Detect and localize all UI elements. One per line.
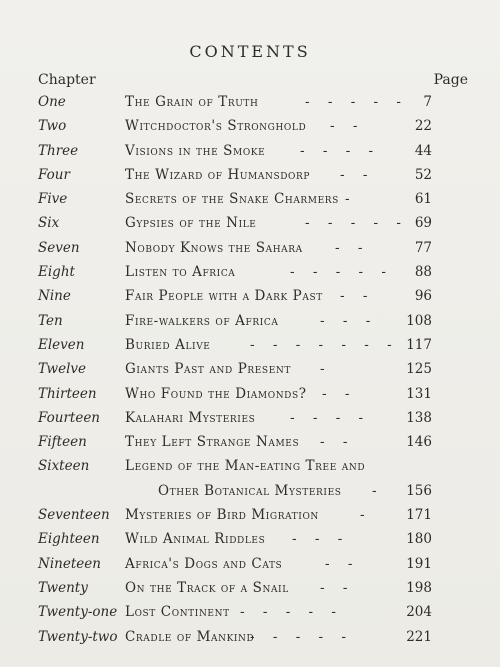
page-number: 117: [406, 336, 432, 353]
chapter-number: Two: [38, 118, 67, 135]
chapter-title: Giants Past and Present: [125, 361, 291, 378]
chapter-number: Twenty-one: [38, 604, 118, 621]
page-number: 22: [414, 118, 432, 135]
chapter-number: Eleven: [38, 336, 85, 353]
chapter-title: The Grain of Truth: [125, 94, 259, 110]
chapter-title: They Left Strange Names: [125, 434, 300, 451]
page-number: 156: [406, 482, 432, 499]
chapter-title: Other Botanical Mysteries: [158, 482, 342, 499]
dot-leader: - -: [322, 385, 357, 402]
chapter-title: Visions in the Smoke: [125, 142, 266, 159]
chapter-title: Secrets of the Snake Charmers: [125, 191, 339, 208]
chapter-number: Seventeen: [38, 507, 110, 524]
toc-entry: [0, 456, 500, 480]
contents-heading: CONTENTS: [189, 42, 311, 61]
dot-leader: - -: [320, 579, 355, 596]
dot-leader: - - - - -: [250, 628, 353, 645]
chapter-title: Listen to Africa: [125, 264, 236, 281]
dot-leader: -: [372, 482, 384, 499]
toc-entry: [0, 286, 500, 310]
dot-leader: -: [345, 191, 357, 208]
chapter-title: Lost Continent: [125, 604, 230, 621]
toc-entry: [0, 262, 500, 286]
page-number: 204: [406, 604, 432, 621]
dot-leader: - - - - - - -: [250, 336, 399, 353]
toc-entry: [0, 141, 500, 165]
chapter-title: Who Found the Diamonds?: [125, 385, 307, 402]
toc-entry: [0, 165, 500, 189]
dot-leader: - - - - -: [305, 94, 408, 110]
chapter-title: Buried Alive: [125, 336, 211, 353]
chapter-number: Twenty: [38, 579, 88, 596]
contents-list: [0, 92, 500, 651]
chapter-number: Ten: [38, 312, 63, 329]
dot-leader: - - - -: [290, 409, 371, 426]
chapter-title: Wild Animal Riddles: [125, 531, 266, 548]
page-number: 77: [414, 239, 432, 256]
toc-entry: [0, 189, 500, 213]
page-number: 61: [414, 191, 432, 208]
chapter-number: Fifteen: [38, 434, 87, 451]
chapter-number: Nine: [38, 288, 71, 305]
page-number: 146: [406, 434, 432, 451]
chapter-title: Legend of the Man-eating Tree and: [125, 458, 366, 475]
chapter-number: Eight: [38, 264, 75, 281]
toc-entry: [0, 335, 500, 359]
chapter-title: Cradle of Mankind: [125, 628, 255, 645]
chapter-number: One: [38, 94, 66, 110]
page-number: 44: [414, 142, 432, 159]
dot-leader: - -: [325, 555, 360, 572]
dot-leader: - -: [340, 288, 375, 305]
toc-entry: [0, 602, 500, 626]
chapter-number: Three: [38, 142, 79, 159]
dot-leader: -: [360, 507, 372, 524]
chapter-number: Nineteen: [38, 555, 101, 572]
chapter-title: The Wizard of Humansdorp: [125, 166, 311, 183]
toc-entry: [0, 384, 500, 408]
dot-leader: - - - - -: [290, 264, 393, 281]
chapter-number: Thirteen: [38, 385, 97, 402]
page-column-label: Page: [433, 72, 468, 88]
chapter-number: Sixteen: [38, 458, 90, 475]
dot-leader: - -: [330, 118, 365, 135]
toc-entry: [0, 578, 500, 602]
toc-entry: [0, 238, 500, 262]
page-number: 131: [406, 385, 432, 402]
page-number: 7: [423, 94, 432, 110]
page-number: 69: [414, 215, 432, 232]
chapter-number: Eighteen: [38, 531, 100, 548]
toc-entry: [0, 311, 500, 335]
toc-entry: [0, 481, 500, 505]
chapter-number: Four: [38, 166, 70, 183]
dot-leader: - -: [335, 239, 370, 256]
dot-leader: - - - -: [300, 142, 381, 159]
page-number: 138: [406, 409, 432, 426]
dot-leader: - - - - -: [305, 215, 408, 232]
dot-leader: - -: [340, 166, 375, 183]
page-number: 180: [406, 531, 432, 548]
toc-entry: [0, 529, 500, 553]
page-number: 125: [406, 361, 432, 378]
dot-leader: - - -: [320, 312, 378, 329]
dot-leader: - - - - -: [240, 604, 343, 621]
chapter-title: Kalahari Mysteries: [125, 409, 256, 426]
chapter-number: Fourteen: [38, 409, 101, 426]
toc-entry: [0, 505, 500, 529]
page-number: 88: [414, 264, 432, 281]
chapter-column-label: Chapter: [38, 72, 96, 88]
toc-entry: [0, 359, 500, 383]
chapter-number: Twenty-two: [38, 628, 118, 645]
dot-leader: - -: [320, 434, 355, 451]
chapter-title: Nobody Knows the Sahara: [125, 239, 303, 256]
chapter-title: Gypsies of the Nile: [125, 215, 257, 232]
chapter-title: On the Track of a Snail: [125, 579, 289, 596]
toc-entry: [0, 554, 500, 578]
page-number: 171: [406, 507, 432, 524]
chapter-title: Witchdoctor's Stronghold: [125, 118, 307, 135]
page-number: 191: [406, 555, 432, 572]
chapter-number: Five: [38, 191, 68, 208]
chapter-number: Six: [38, 215, 60, 232]
page-number: 96: [414, 288, 432, 305]
toc-entry: [0, 92, 500, 116]
chapter-number: Twelve: [38, 361, 87, 378]
chapter-number: Seven: [38, 239, 80, 256]
page-number: 108: [406, 312, 432, 329]
page-number: 198: [406, 579, 432, 596]
page-number: 221: [406, 628, 432, 645]
toc-entry: [0, 116, 500, 140]
toc-entry: [0, 408, 500, 432]
toc-entry: [0, 213, 500, 237]
chapter-title: Fair People with a Dark Past: [125, 288, 323, 305]
chapter-title: Mysteries of Bird Migration: [125, 507, 319, 524]
dot-leader: - - -: [292, 531, 350, 548]
chapter-title: Africa's Dogs and Cats: [125, 555, 283, 572]
toc-entry: [0, 627, 500, 651]
chapter-title: Fire-walkers of Africa: [125, 312, 279, 329]
toc-entry: [0, 432, 500, 456]
page-number: 52: [414, 166, 432, 183]
dot-leader: -: [320, 361, 332, 378]
